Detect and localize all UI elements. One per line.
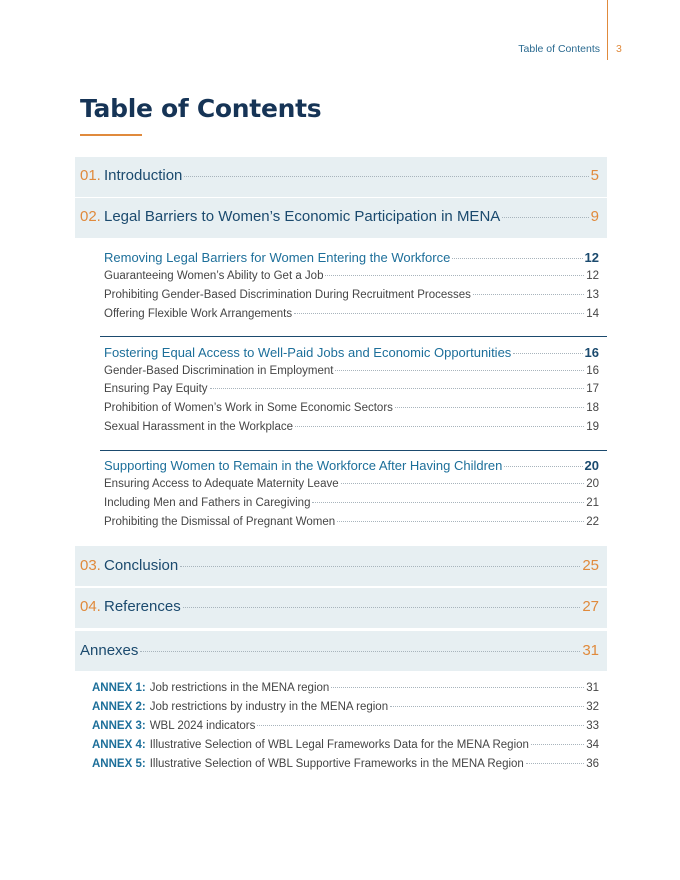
annex-key: ANNEX 4: xyxy=(92,739,146,751)
header-divider xyxy=(607,0,608,60)
annex-key: ANNEX 3: xyxy=(92,720,146,732)
toc-section-supporting-women[interactable] xyxy=(104,458,599,473)
section-divider xyxy=(100,336,607,337)
toc-subsection[interactable] xyxy=(104,516,599,528)
dot-leader xyxy=(210,388,585,389)
annex-key: ANNEX 5: xyxy=(92,758,146,770)
annex-label: Illustrative Selection of WBL Legal Frameworks Data for the MENA Region xyxy=(149,739,529,751)
chapter-label: Conclusion xyxy=(104,557,179,574)
chapter-page: 25 xyxy=(582,557,599,574)
chapter-label: Legal Barriers to Women’s Economic Participation in MENA xyxy=(104,208,501,225)
dot-leader xyxy=(504,466,582,467)
subsection-label: Guaranteeing Women’s Ability to Get a Job xyxy=(104,270,324,282)
toc-annex-item[interactable] xyxy=(92,720,599,732)
annex-label: WBL 2024 indicators xyxy=(149,720,256,732)
dot-leader xyxy=(257,725,584,726)
subsection-label: Ensuring Pay Equity xyxy=(104,383,208,395)
subsection-page: 16 xyxy=(586,365,599,377)
page-title: Table of Contents xyxy=(80,94,322,123)
chapter-number: 03. xyxy=(80,557,101,574)
chapter-page: 5 xyxy=(590,167,599,184)
section-divider xyxy=(100,450,607,451)
toc-annex-item[interactable] xyxy=(92,682,599,694)
subsection-page: 22 xyxy=(586,516,599,528)
chapter-number: 02. xyxy=(80,208,101,225)
section-page: 20 xyxy=(584,458,599,473)
annex-page: 36 xyxy=(586,758,599,770)
section-page: 16 xyxy=(584,345,599,360)
subsection-label: Prohibiting Gender-Based Discrimination During Recruitment Processes xyxy=(104,289,471,301)
running-header-label: Table of Contents xyxy=(518,43,600,55)
annex-label: Job restrictions in the MENA region xyxy=(149,682,330,694)
dot-leader xyxy=(140,651,580,652)
page-number: 3 xyxy=(616,43,622,55)
dot-leader xyxy=(295,426,584,427)
subsection-page: 18 xyxy=(586,402,599,414)
toc-subsection[interactable] xyxy=(104,497,599,509)
dot-leader xyxy=(331,687,584,688)
chapter-label: Introduction xyxy=(104,167,183,184)
toc-subsection[interactable] xyxy=(104,270,599,282)
subsection-page: 19 xyxy=(586,421,599,433)
toc-chapter-conclusion[interactable] xyxy=(80,557,599,574)
annexes-label: Annexes xyxy=(80,642,139,659)
subsection-page: 13 xyxy=(586,289,599,301)
subsection-label: Gender-Based Discrimination in Employment xyxy=(104,365,334,377)
chapter-page: 9 xyxy=(590,208,599,225)
annex-label: Job restrictions by industry in the MENA region xyxy=(149,701,389,713)
dot-leader xyxy=(325,275,584,276)
toc-chapter-legal-barriers[interactable] xyxy=(80,208,599,225)
annex-page: 32 xyxy=(586,701,599,713)
section-page: 12 xyxy=(584,250,599,265)
dot-leader xyxy=(294,313,584,314)
dot-leader xyxy=(183,607,581,608)
toc-subsection[interactable] xyxy=(104,383,599,395)
subsection-page: 14 xyxy=(586,308,599,320)
annex-key: ANNEX 1: xyxy=(92,682,146,694)
subsection-label: Including Men and Fathers in Caregiving xyxy=(104,497,311,509)
subsection-label: Offering Flexible Work Arrangements xyxy=(104,308,293,320)
section-label: Fostering Equal Access to Well-Paid Jobs and Economic Opportunities xyxy=(104,345,512,360)
title-underline xyxy=(80,134,142,136)
toc-annex-item[interactable] xyxy=(92,739,599,751)
dot-leader xyxy=(526,763,584,764)
annex-page: 33 xyxy=(586,720,599,732)
annex-label: Illustrative Selection of WBL Supportive Frameworks in the MENA Region xyxy=(149,758,524,770)
dot-leader xyxy=(395,407,584,408)
dot-leader xyxy=(341,483,585,484)
toc-chapter-introduction[interactable] xyxy=(80,167,599,184)
toc-annexes[interactable] xyxy=(80,642,599,659)
section-label: Removing Legal Barriers for Women Entering the Workforce xyxy=(104,250,451,265)
chapter-label: References xyxy=(104,598,181,615)
subsection-page: 12 xyxy=(586,270,599,282)
annex-page: 31 xyxy=(586,682,599,694)
toc-annex-item[interactable] xyxy=(92,758,599,770)
dot-leader xyxy=(452,258,582,259)
chapter-number: 01. xyxy=(80,167,101,184)
subsection-page: 21 xyxy=(586,497,599,509)
annex-key: ANNEX 2: xyxy=(92,701,146,713)
toc-annex-item[interactable] xyxy=(92,701,599,713)
subsection-page: 20 xyxy=(586,478,599,490)
annex-page: 34 xyxy=(586,739,599,751)
subsection-page: 17 xyxy=(586,383,599,395)
chapter-page: 27 xyxy=(582,598,599,615)
dot-leader xyxy=(390,706,584,707)
dot-leader xyxy=(513,353,582,354)
toc-subsection[interactable] xyxy=(104,402,599,414)
section-label: Supporting Women to Remain in the Workforce After Having Children xyxy=(104,458,503,473)
toc-chapter-references[interactable] xyxy=(80,598,599,615)
dot-leader xyxy=(335,370,584,371)
subsection-label: Sexual Harassment in the Workplace xyxy=(104,421,293,433)
toc-section-fostering-equal-access[interactable] xyxy=(104,345,599,360)
dot-leader xyxy=(337,521,584,522)
dot-leader xyxy=(502,217,588,218)
toc-subsection[interactable] xyxy=(104,478,599,490)
dot-leader xyxy=(473,294,584,295)
dot-leader xyxy=(184,176,588,177)
toc-subsection[interactable] xyxy=(104,308,599,320)
dot-leader xyxy=(180,566,580,567)
subsection-label: Ensuring Access to Adequate Maternity Leave xyxy=(104,478,339,490)
subsection-label: Prohibiting the Dismissal of Pregnant Women xyxy=(104,516,336,528)
annexes-page: 31 xyxy=(582,642,599,659)
dot-leader xyxy=(531,744,584,745)
subsection-label: Prohibition of Women’s Work in Some Economic Sectors xyxy=(104,402,393,414)
toc-subsection[interactable] xyxy=(104,365,599,377)
toc-subsection[interactable] xyxy=(104,421,599,433)
toc-subsection[interactable] xyxy=(104,289,599,301)
dot-leader xyxy=(312,502,584,503)
toc-section-removing-legal-barriers[interactable] xyxy=(104,250,599,265)
chapter-number: 04. xyxy=(80,598,101,615)
